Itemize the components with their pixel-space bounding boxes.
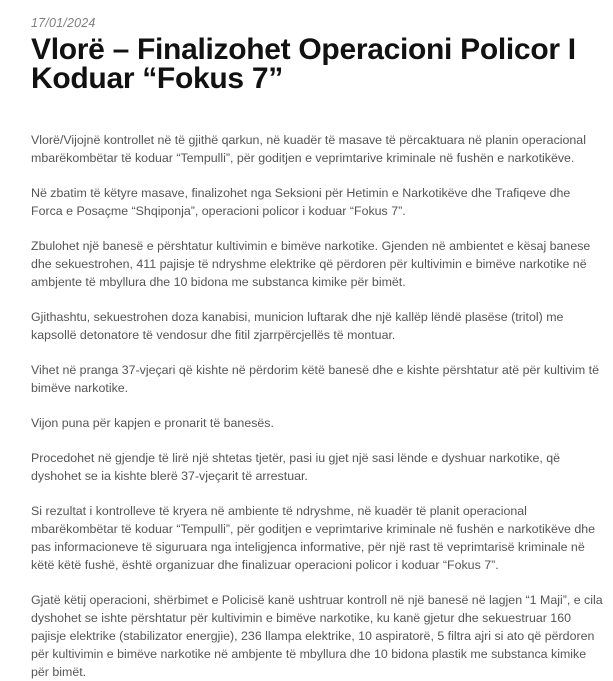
- article-date: 17/01/2024: [31, 16, 96, 30]
- article-paragraph: Gjatë këtij operacioni, shërbimet e Policisë kanë ushtruar kontroll në një banesë në lagjen “1 Maji”, e cila dyshohet se ishte përshtatur për kultivimin e bimëve narkotike, ku kanë gjetur dhe sekuestruar 160 pajisje elektrike (stabilizator energjie), 236 llampa elektrike, 10 aspiratorë, 5 filtra ajri si ato që përdoren për kultivimin e bimëve narkotike në ambjente të mbyllura dhe 10 bidona plastik me substanca kimike për bimët.: [31, 593, 603, 679]
- article-paragraph: Vijon puna për kapjen e pronarit të banesës.: [31, 416, 274, 430]
- article-paragraph: Gjithashtu, sekuestrohen doza kanabisi, municion luftarak dhe një kallëp lëndë plasëse (tritol) me kapsollë detonatore të vendosur dhe fitil zjarrpërcjellës të montuar.: [31, 310, 564, 342]
- article-paragraph: Si rezultat i kontrolleve të kryera në ambiente të ndryshme, në kuadër të planit operacional mbarëkombëtar të koduar “Tempulli”, për goditjen e veprimtarive kriminale në fushën e narkotikëve dhe pas informacioneve të siguruara nga inteligjenca informative, për një rast të veprimtarisë kriminale në këtë këtë fushë, është organizuar dhe finalizuar operacioni policor i koduar “Fokus 7”.: [31, 504, 596, 572]
- article-title: Vlorë – Finalizohet Operacioni Policor I Koduar “Fokus 7”: [31, 33, 576, 95]
- article-paragraph: Vlorë/Vijojnë kontrollet në të gjithë qarkun, në kuadër të masave të përcaktuara në planin operacional mbarëkombëtar të koduar “Tempulli”, për goditjen e veprimtarive kriminale në fushën e narkotikëve.: [31, 133, 586, 165]
- article-paragraph: Procedohet në gjendje të lirë një shtetas tjetër, pasi iu gjet një sasi lënde e dyshuar narkotike, që dyshohet se ia kishte blerë 37-vjeçarit të arrestuar.: [31, 451, 560, 483]
- article-paragraph: Vihet në pranga 37-vjeçari që kishte në përdorim këtë banesë dhe e kishte përshtatur atë për kultivim të bimëve narkotike.: [31, 363, 600, 395]
- article-paragraph: Në zbatim të këtyre masave, finalizohet nga Seksioni për Hetimin e Narkotikëve dhe Trafiqeve dhe Forca e Posaçme “Shqiponja”, operacioni policor i koduar “Fokus 7”.: [31, 186, 571, 218]
- article-body: [31, 131, 603, 681]
- article-paragraph: Zbulohet një banesë e përshtatur kultivimin e bimëve narkotike. Gjenden në ambientet e kësaj banese dhe sekuestrohen, 411 pajisje të ndryshme elektrike që përdoren për kultivimin e bimëve narkotike në ambjente të mbyllura dhe 10 bidona me substanca kimike për bimët.: [31, 239, 591, 289]
